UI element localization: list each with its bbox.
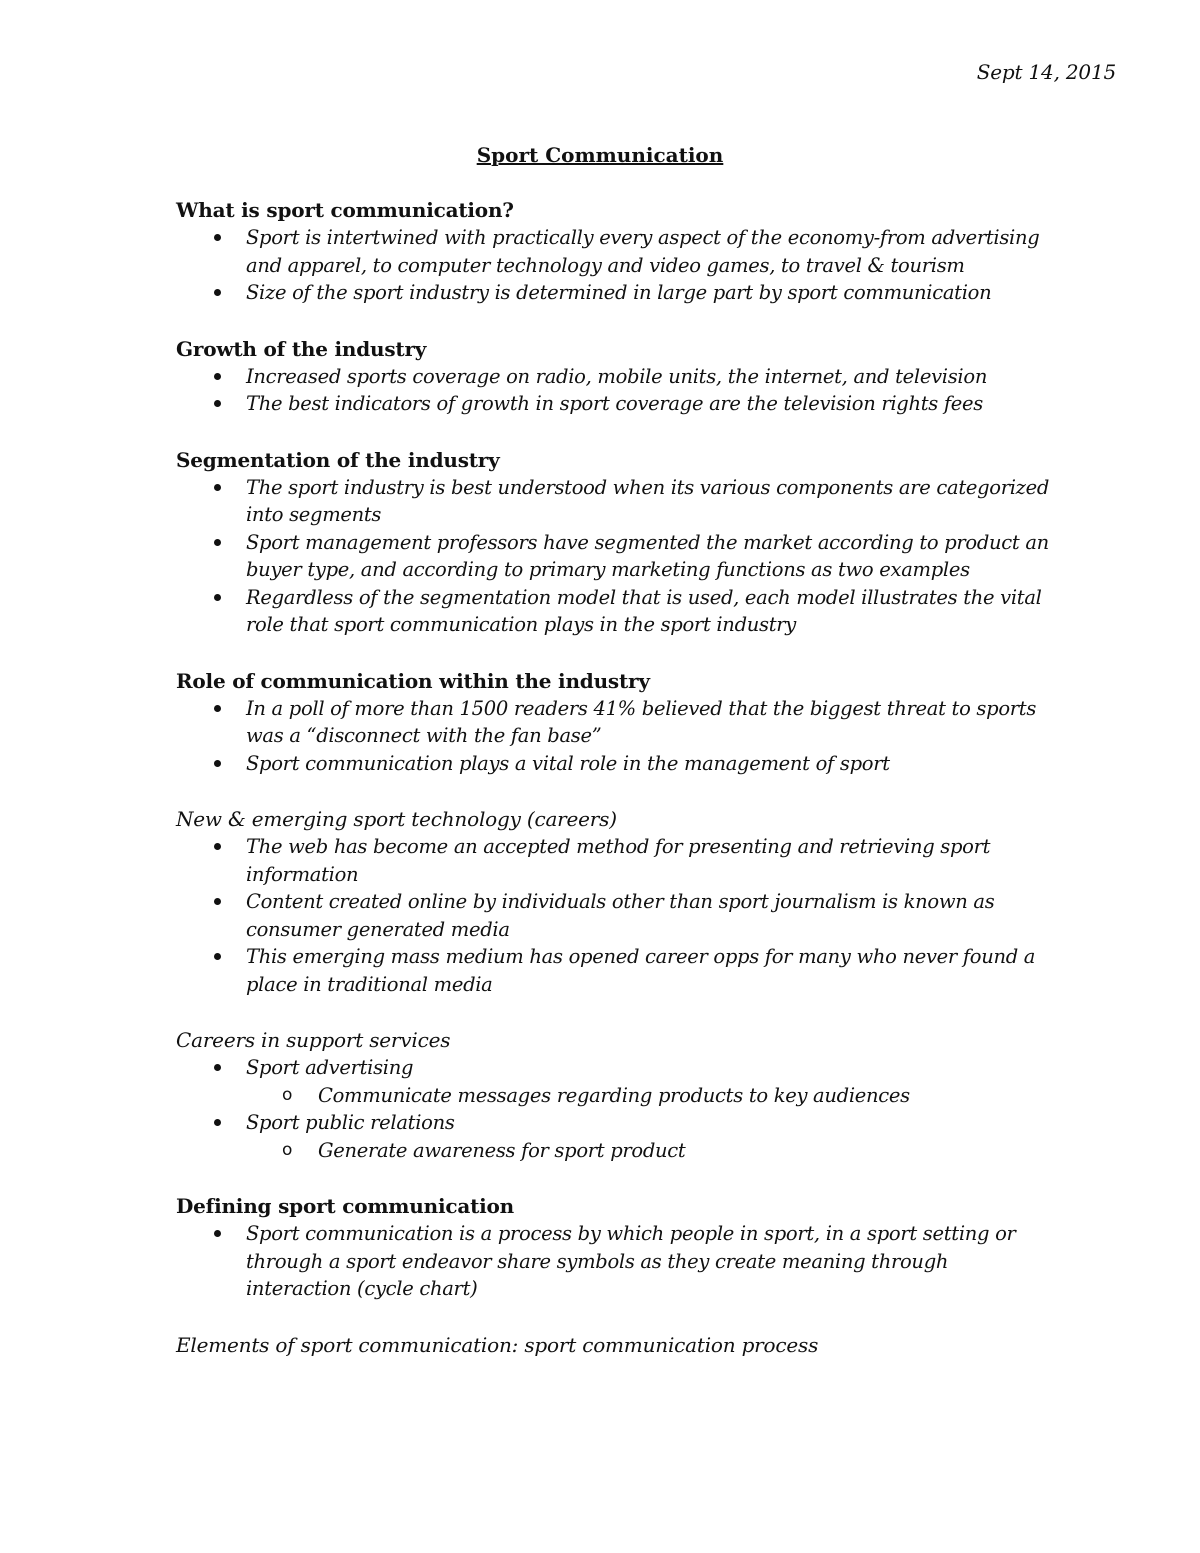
bullet-list (176, 474, 1056, 639)
list-item: Increased sports coverage on radio, mobile units, the internet, and television (176, 363, 1056, 391)
list-item: Sport communication is a process by which people in sport, in a sport setting or through a sport endeavor share symbols as they create meaning through interaction (cycle chart) (176, 1220, 1056, 1303)
section-defining-sport-communication (176, 1192, 1056, 1303)
bullet-list (176, 363, 1056, 418)
list-item: The sport industry is best understood when its various components are categorized into segments (176, 474, 1056, 529)
document-date: Sept 14, 2015 (976, 60, 1116, 84)
sub-list-item: o Generate awareness for sport product (176, 1137, 1056, 1165)
list-item: Sport is intertwined with practically every aspect of the economy-from advertising and apparel, to computer technology and video games, to travel & tourism (176, 224, 1056, 279)
section-careers-support-services (176, 1026, 1056, 1164)
list-item: The best indicators of growth in sport coverage are the television rights fees (176, 390, 1056, 418)
bullet-list (176, 833, 1056, 998)
section-segmentation-of-industry (176, 446, 1056, 639)
section-heading: Defining sport communication (176, 1194, 514, 1218)
notes-body (176, 196, 1056, 1387)
section-heading: Segmentation of the industry (176, 447, 500, 472)
document-title: Sport Communication (476, 143, 724, 167)
bullet-list (176, 1054, 1056, 1164)
sub-list (246, 1137, 1056, 1165)
sub-list-item: o Communicate messages regarding products to key audiences (176, 1082, 1056, 1110)
list-item: In a poll of more than 1500 readers 41% believed that the biggest threat to sports was a “disconnect with the fan base” (176, 695, 1056, 750)
list-item-text: Sport advertising (246, 1056, 414, 1079)
section-heading: New & emerging sport technology (careers) (176, 807, 617, 831)
list-item (176, 1054, 1056, 1109)
sub-list (246, 1082, 1056, 1110)
list-item: Content created online by individuals other than sport journalism is known as consumer generated media (176, 888, 1056, 943)
section-new-emerging-technology (176, 805, 1056, 998)
list-item: Sport communication plays a vital role in the management of sport (176, 750, 1056, 778)
section-heading: Careers in support services (176, 1028, 451, 1052)
list-item: Size of the sport industry is determined in large part by sport communication (176, 279, 1056, 307)
list-item: Regardless of the segmentation model that is used, each model illustrates the vital role that sport communication plays in the sport industry (176, 584, 1056, 639)
section-heading: Growth of the industry (176, 336, 427, 361)
list-item: The web has become an accepted method for presenting and retrieving sport information (176, 833, 1056, 888)
section-elements-of-sport-communication (176, 1331, 1056, 1359)
section-heading: Role of communication within the industry (176, 668, 650, 693)
section-growth-of-industry (176, 335, 1056, 418)
section-heading: What is sport communication? (176, 198, 514, 222)
section-what-is-sport-communication (176, 196, 1056, 307)
section-heading: Elements of sport communication: sport communication process (176, 1332, 819, 1357)
list-item: Sport management professors have segmented the market according to product an buyer type, and according to primary marketing functions as two examples (176, 529, 1056, 584)
section-role-of-communication (176, 667, 1056, 778)
bullet-list (176, 695, 1056, 778)
list-item-text: Sport public relations (246, 1111, 455, 1134)
list-item (176, 1109, 1056, 1164)
bullet-list (176, 224, 1056, 307)
list-item: This emerging mass medium has opened career opps for many who never found a place in traditional media (176, 943, 1056, 998)
bullet-list (176, 1220, 1056, 1303)
